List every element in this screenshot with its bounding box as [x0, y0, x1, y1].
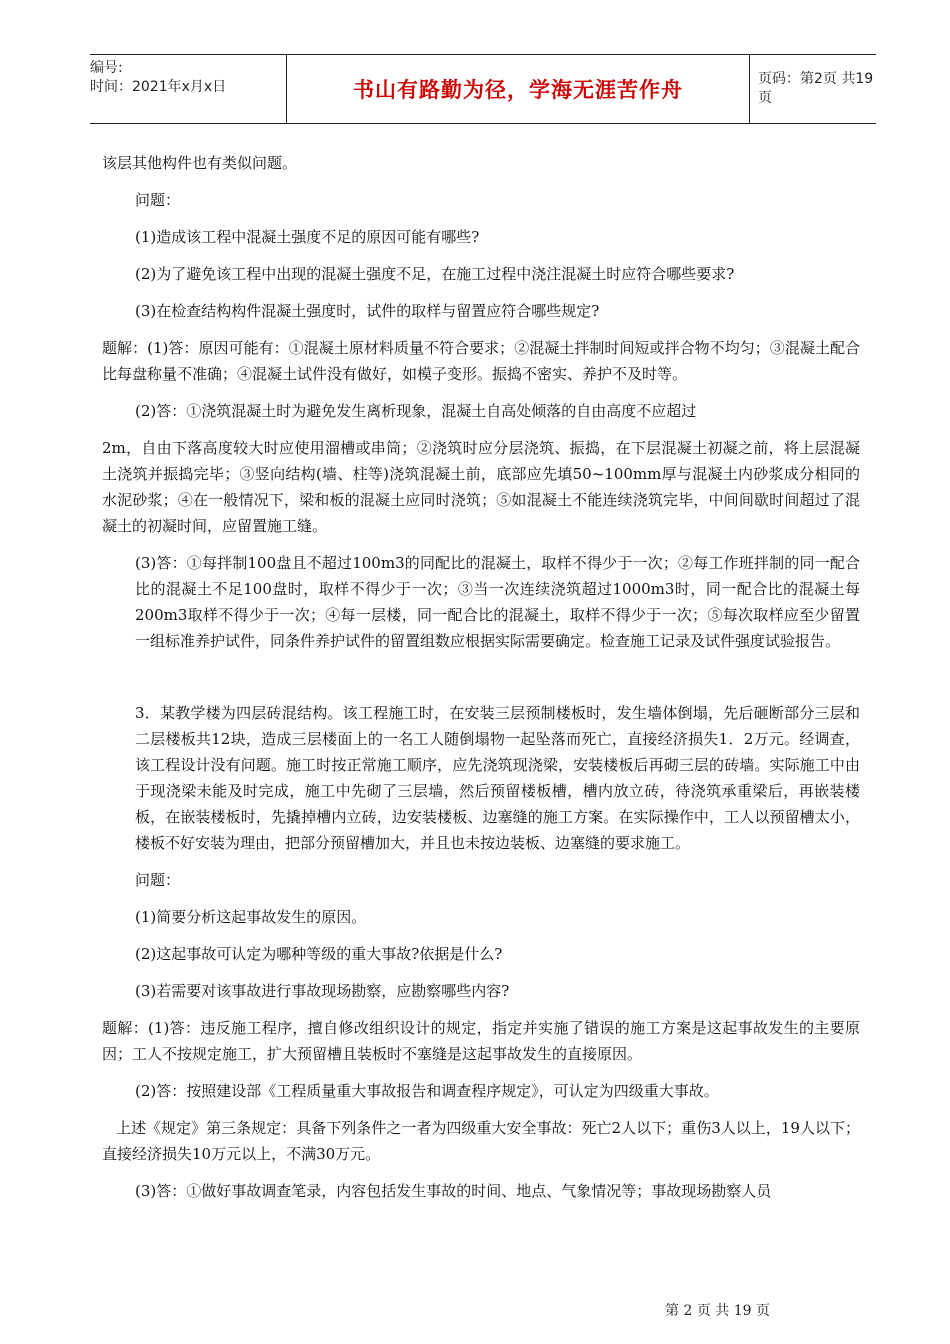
- answer-paragraph: 题解：(1)答：违反施工程序，擅自修改组织设计的规定，指定并实施了错误的施工方案是这起事故发生的主要原因；工人不按规定施工，扩大预留槽且装板时不塞缝是这起事故发生的直接原因。: [102, 1019, 860, 1063]
- header-page-number: 页码：第2页 共19页: [758, 71, 874, 106]
- answer-paragraph: (2)答：按照建设部《工程质量重大事故报告和调查程序规定》，可认定为四级重大事故。: [135, 1082, 719, 1100]
- question-item: (3)在检查结构构件混凝土强度时，试件的取样与留置应符合哪些规定?: [135, 302, 600, 320]
- document-body: [102, 150, 860, 1204]
- document-date: 时间：2021年x月x日: [90, 79, 227, 95]
- document-number: 编号:: [90, 60, 123, 76]
- paragraph: 该层其他构件也有类似问题。: [102, 154, 298, 172]
- answer-paragraph: (3)答：①做好事故调查笔录，内容包括发生事故的时间、地点、气象情况等；事故现场勘察人员: [135, 1182, 772, 1200]
- answer-paragraph: 题解：(1)答：原因可能有：①混凝土原材料质量不符合要求；②混凝土拌制时间短或拌合物不均匀；③混凝土配合比每盘称量不准确；④混凝土试件没有做好，如模子变形。振捣不密实、养护不及时等。: [102, 339, 860, 383]
- answer-paragraph: (3)答：①每拌制100盘且不超过100m3的同配比的混凝土，取样不得少于一次；②每工作班拌制的同一配合比的混凝土不足100盘时，取样不得少于一次；③当一次连续浇筑超过1000m3时，同一配合比的混凝土每200m3取样不得少于一次；④每一层楼，同一配合比的混凝土，取样不得少于一次；⑤每次取样应至少留置一组标准养护试件，同条件养护试件的留置组数应根据实际需要确定。检查施工记录及试件强度试验报告。: [135, 554, 860, 650]
- header-page-cell: [750, 55, 876, 123]
- header-meta: [90, 55, 286, 123]
- question-item: (2)这起事故可认定为哪种等级的重大事故?依据是什么?: [135, 945, 503, 963]
- question-heading: 问题：: [135, 191, 181, 209]
- question-heading: 问题：: [135, 871, 181, 889]
- answer-paragraph: (2)答：①浇筑混凝土时为避免发生离析现象，混凝土自高处倾落的自由高度不应超过: [135, 402, 697, 420]
- question-item: (1)简要分析这起事故发生的原因。: [135, 908, 367, 926]
- answer-paragraph: 2m，自由下落高度较大时应使用溜槽或串筒；②浇筑时应分层浇筑、振捣，在下层混凝土初凝之前，将上层混凝土浇筑并振捣完毕；③竖向结构(墙、柱等)浇筑混凝土前，底部应先填50~100mm厚与混凝土内砂浆成分相同的水泥砂浆；④在一般情况下，梁和板的混凝土应同时浇筑；⑤如混凝土不能连续浇筑完毕，中间间歇时间超过了混凝土的初凝时间，应留置施工缝。: [102, 439, 860, 535]
- question-item: (3)若需要对该事故进行事故现场勘察，应勘察哪些内容?: [135, 982, 510, 1000]
- page-header: [90, 54, 876, 124]
- answer-paragraph: 上述《规定》第三条规定：具备下列条件之一者为四级重大安全事故：死亡2人以下；重伤3人以上，19人以下；直接经济损失10万元以上，不满30万元。: [102, 1119, 860, 1163]
- header-motto: 书山有路勤为径，学海无涯苦作舟: [353, 78, 683, 102]
- header-motto-cell: [286, 55, 750, 123]
- question-item: (2)为了避免该工程中出现的混凝土强度不足，在施工过程中浇注混凝土时应符合哪些要求?: [135, 265, 735, 283]
- question-item: (1)造成该工程中混凝土强度不足的原因可能有哪些?: [135, 228, 480, 246]
- case-paragraph: 3．某教学楼为四层砖混结构。该工程施工时，在安装三层预制楼板时，发生墙体倒塌，先后砸断部分三层和二层楼板共12块，造成三层楼面上的一名工人随倒塌物一起坠落而死亡，直接经济损失1．2万元。经调查，该工程设计没有问题。施工时按正常施工顺序，应先浇筑现浇梁，安装楼板后再砌三层的砖墙。实际施工中由于现浇梁未能及时完成，施工中先砌了三层墙，然后预留楼板槽，槽内放立砖，待浇筑承重梁后，再嵌装楼板，在嵌装楼板时，先撬掉槽内立砖，边安装楼板、边塞缝的施工方案。在实际操作中，工人以预留槽太小，楼板不好安装为理由，把部分预留槽加大，并且也未按边装板、边塞缝的要求施工。: [135, 704, 860, 852]
- page-footer: 第 2 页 共 19 页: [665, 1303, 770, 1319]
